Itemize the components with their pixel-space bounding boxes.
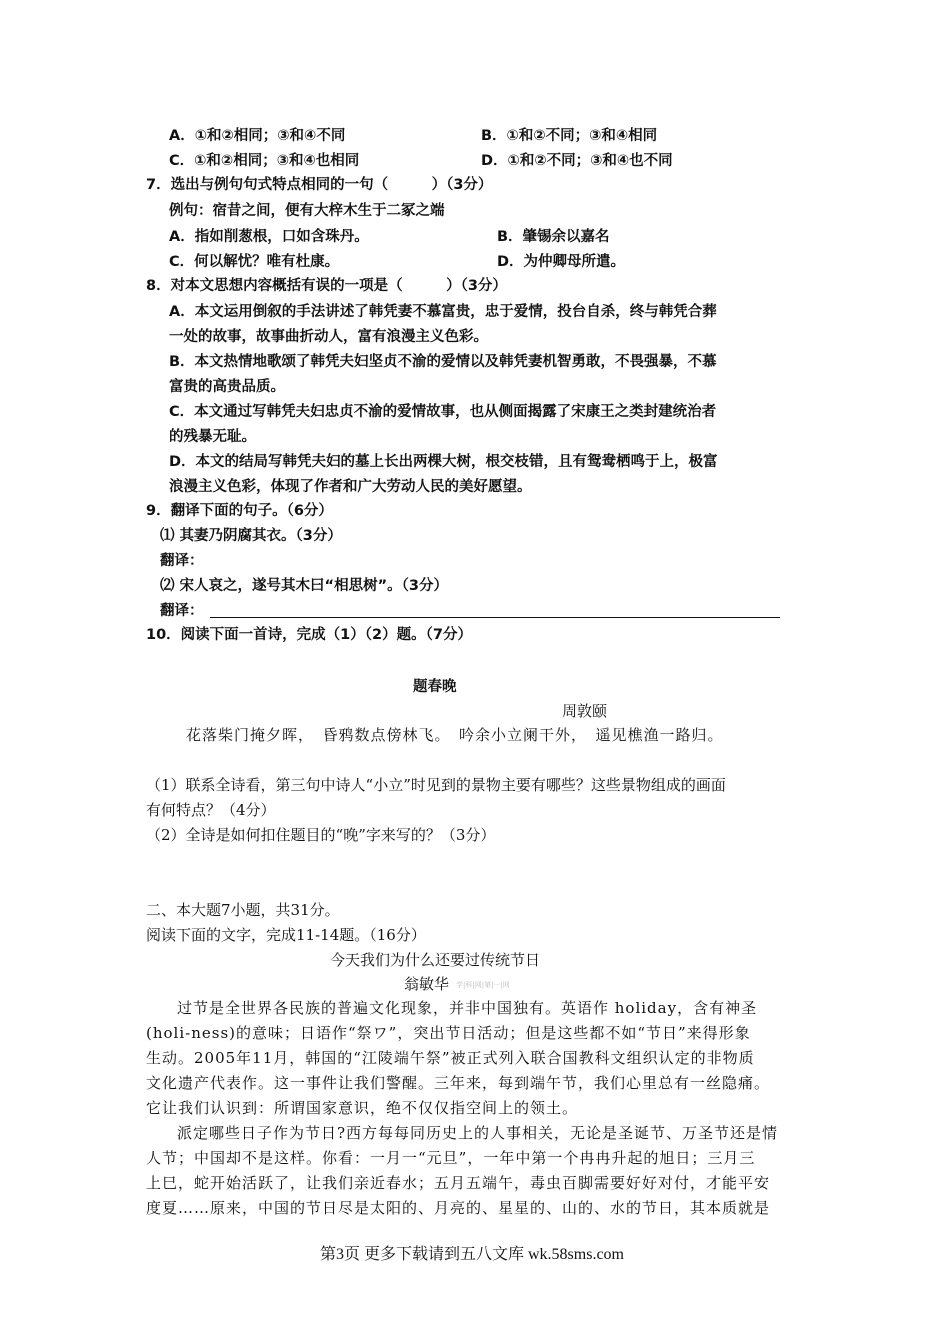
q9-sentence-1: ⑴ 其妻乃阴腐其衣。（3分） <box>160 528 342 544</box>
paragraph2-line: 上巳，蛇开始活跃了，让我们亲近春水；五月五端午，毒虫百脚需要好好对付，才能平安 <box>146 1174 771 1192</box>
q9-translation-label-1: 翻译： <box>160 553 204 569</box>
paragraph2-line: 度夏……原来，中国的节日尽是太阳的、月亮的、星星的、山的、水的节日，其本质就是 <box>146 1199 771 1217</box>
q7-option-b: B．肇锡余以嘉名 <box>497 229 610 245</box>
page-footer: 第3页 更多下载请到五八文库 wk.58sms.com <box>320 1246 625 1263</box>
q9-sentence-2: ⑵ 宋人哀之，遂号其木曰“相思树”。（3分） <box>160 578 448 594</box>
q8-option-d-line1: D．本文的结局写韩凭夫妇的墓上长出两棵大树，根交枝错，且有鸳鸯栖鸣于上，极富 <box>169 454 718 470</box>
q6-option-b: B．①和②不同；③和④相同 <box>481 128 658 144</box>
q7-example: 例句：宿昔之间，便有大梓木生于二冢之端 <box>169 203 445 219</box>
q7-option-a: A．指如削葱根，口如含珠丹。 <box>169 229 369 245</box>
q8-option-b-line1: B．本文热情地歌颂了韩凭夫妇坚贞不渝的爱情以及韩凭妻机智勇敢，不畏强暴，不慕 <box>169 354 717 370</box>
q7-option-d: D．为仲卿母所遣。 <box>497 254 626 270</box>
paragraph1-line: 它让我们认识到：所谓国家意识，绝不仅仅指空间上的领土。 <box>146 1099 579 1117</box>
watermark: 学|科|网|第|一|网 <box>456 981 510 989</box>
answer-line <box>210 617 780 618</box>
poem-text: 花落柴门掩夕晖， 昏鸦数点傍林飞。 吟余小立阑干外， 遥见樵渔一路归。 <box>186 726 724 744</box>
paragraph2-line: 人节；中国却不是这样。你看：一月一“元旦”，一年中第一个冉冉升起的旭日；三月三 <box>146 1149 756 1167</box>
q8-option-c-line2: 的残暴无耻。 <box>169 429 256 445</box>
q6-option-d: D．①和②不同；③和④也不同 <box>481 153 673 169</box>
part2-instruction: 阅读下面的文字，完成11-14题。（16分） <box>146 926 426 944</box>
poem-title: 题春晚 <box>413 679 457 695</box>
q6-option-c: C．①和②相同；③和④也相同 <box>169 153 360 169</box>
paragraph1-line: 生动。2005年11月，韩国的“江陵端午祭”被正式列入联合国教科文组织认定的非物质 <box>146 1049 755 1067</box>
q7-option-c: C．何以解忧？唯有杜康。 <box>169 254 340 270</box>
q8-option-d-line2: 浪漫主义色彩，体现了作者和广大劳动人民的美好愿望。 <box>169 479 532 495</box>
q10-sub2: （2）全诗是如何扣住题目的“晚”字来写的？（3分） <box>146 826 496 844</box>
q10-stem: 10．阅读下面一首诗，完成（1）（2）题。（7分） <box>146 627 472 643</box>
paragraph1-line: 过节是全世界各民族的普遍文化现象，并非中国独有。英语作 holiday，含有神圣 <box>177 999 758 1017</box>
poem-author: 周敦颐 <box>562 702 608 720</box>
paragraph1-line: (holi-ness)的意味；日语作“祭ワ”，突出节日活动；但是这些都不如“节日”来得形象 <box>146 1024 751 1042</box>
q8-option-a-line2: 一处的故事，故事曲折动人，富有浪漫主义色彩。 <box>169 329 488 345</box>
q8-option-b-line2: 富贵的高贵品质。 <box>169 379 285 395</box>
q6-option-a: A．①和②相同；③和④不同 <box>169 128 346 144</box>
q10-sub1-line2: 有何特点？（4分） <box>146 801 276 819</box>
q10-sub1-line1: （1）联系全诗看，第三句中诗人“小立”时见到的景物主要有哪些？这些景物组成的画面 <box>146 776 726 794</box>
q9-stem: 9．翻译下面的句子。（6分） <box>146 503 333 519</box>
article-title: 今天我们为什么还要过传统节日 <box>330 951 541 969</box>
paragraph1-line: 文化遗产代表作。这一事件让我们警醒。三年来，每到端午节，我们心里总有一丝隐痛。 <box>146 1074 771 1092</box>
q7-stem: 7．选出与例句句式特点相同的一句（ ）（3分） <box>146 177 493 193</box>
q8-stem: 8．对本文思想内容概括有误的一项是（ ）（3分） <box>146 278 507 294</box>
article-author: 翁敏华 <box>404 975 450 993</box>
q9-translation-label-2: 翻译： <box>160 603 204 619</box>
q8-option-a-line1: A．本文运用倒叙的手法讲述了韩凭妻不慕富贵，忠于爱情，投台自杀，终与韩凭合葬 <box>169 304 717 320</box>
paragraph2-line: 派定哪些日子作为节日?西方每每同历史上的人事相关，无论是圣诞节、万圣节还是情 <box>177 1124 779 1142</box>
part2-heading: 二、本大题7小题，共31分。 <box>146 901 340 919</box>
q8-option-c-line1: C．本文通过写韩凭夫妇忠贞不渝的爱情故事，也从侧面揭露了宋康王之类封建统治者 <box>169 404 717 420</box>
